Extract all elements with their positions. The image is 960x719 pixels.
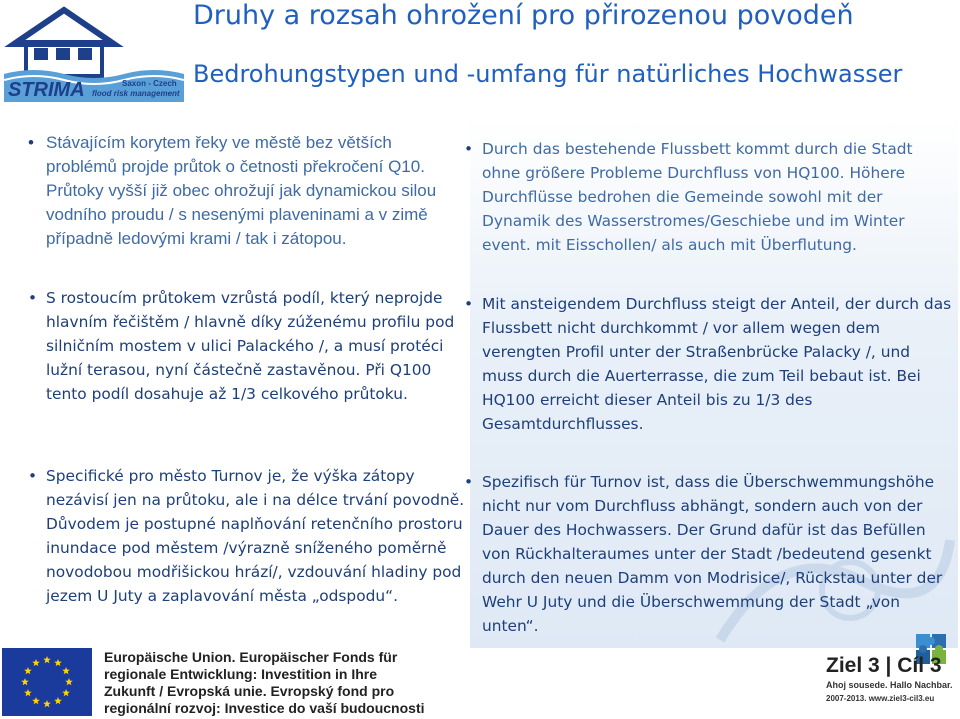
eu-funding-line-3: Zukunft / Evropská unie. Evropský fond pro xyxy=(104,683,395,699)
bullet: • xyxy=(464,140,474,158)
page-title-de: Bedrohungstypen und -umfang für natürliches Hochwasser xyxy=(193,60,903,88)
paragraph-de-2 xyxy=(464,292,952,436)
eu-flag-icon xyxy=(2,648,92,716)
paragraph-de-3-text: Spezifisch für Turnov ist, dass die Überschwemmungshöhe nicht nur vom Durchfluss abhängt, sondern auch von der Dauer des Hochwassers. Der Grund dafür ist das Befüllen von Rückhalteraumes unter der Stadt /bedeutend gesenkt durch den neuen Damm von Modrisice/, Rückstau unter der Wehr U Juty und die Überschwemmung der Stadt „von unten“. xyxy=(482,473,943,635)
eu-funding-line-2: regionale Entwicklung: Investition in Ihre xyxy=(104,666,378,682)
bullet: • xyxy=(464,295,474,313)
bullet: • xyxy=(28,467,38,485)
strima-logo xyxy=(4,4,184,102)
paragraph-de-2-text: Mit ansteigendem Durchfluss steigt der Anteil, der durch das Flussbett nicht durchkommt / vor allem wegen dem verengten Profil unter der Straßenbrücke Palacky /, und muss durch die Auerterrasse, die zum Teil bebaut ist. Bei HQ100 erreicht dieser Anteil bis zu 1/3 des Gesamtdurchflusses. xyxy=(482,295,952,433)
paragraph-cz-3-text: Specifické pro město Turnov je, že výška zátopy nezávisí jen na průtoku, ale i na délce trvání povodně. Důvodem je postupné naplňování retenčního prostoru inundace pod městem /výrazně sníženého poměrně novodobou modřišickou hrází/, vzdouvání hladiny pod jezem U Juty a zaplavování města „odspodu“. xyxy=(46,467,465,605)
bullet: • xyxy=(28,133,34,152)
paragraph-de-1 xyxy=(464,137,952,257)
paragraph-cz-1 xyxy=(28,131,466,251)
logo-brand: STRIMA xyxy=(8,79,85,101)
paragraph-cz-2 xyxy=(28,286,466,406)
ziel3-title: Ziel 3 | Cíl 3 xyxy=(826,654,942,677)
logo-tagline-1: Saxon - Czech xyxy=(122,79,177,88)
logo-tagline-2: flood risk management xyxy=(92,89,180,98)
bullet: • xyxy=(28,289,38,307)
paragraph-de-3 xyxy=(464,470,952,638)
eu-funding-line-4: regionální rozvoj: Investice do vaší budoucnosti xyxy=(104,700,425,716)
paragraph-cz-1-text: Stávajícím korytem řeky ve městě bez větších problémů projde průtok o četnosti překročení Q10. Průtoky vyšší již obec ohrožují jak dynamickou silou vodního proudu / s nesenými plaveninami a v zimě případně ledovými krami / tak i zátopou. xyxy=(46,133,437,248)
eu-funding-line-1: Europäische Union. Europäischer Fonds für xyxy=(104,649,398,665)
paragraph-cz-3 xyxy=(28,464,466,608)
paragraph-de-1-text: Durch das bestehende Flussbett kommt durch die Stadt ohne größere Probleme Durchfluss von HQ100. Höhere Durchflüsse bedrohen die Gemeinde sowohl mit der Dynamik des Wasserstromes/Geschiebe und im Winter event. mit Eisschollen/ als auch mit Überflutung. xyxy=(482,140,913,254)
page-title-cz: Druhy a rozsah ohrožení pro přirozenou povodeň xyxy=(193,0,854,31)
ziel3-slogan: Ahoj sousede. Hallo Nachbar. xyxy=(826,680,953,690)
paragraph-cz-2-text: S rostoucím průtokem vzrůstá podíl, který neprojde hlavním řečištěm / hlavně díky zúženému profilu pod silničním mostem v ulici Palackého /, a musí protéci lužní terasou, nyní částečně zastavěnou. Při Q100 tento podíl dosahuje až 1/3 celkového průtoku. xyxy=(46,289,455,403)
eu-funding-text xyxy=(104,649,425,717)
ziel3-url: 2007-2013. www.ziel3-cil3.eu xyxy=(826,694,935,703)
bullet: • xyxy=(464,473,474,491)
